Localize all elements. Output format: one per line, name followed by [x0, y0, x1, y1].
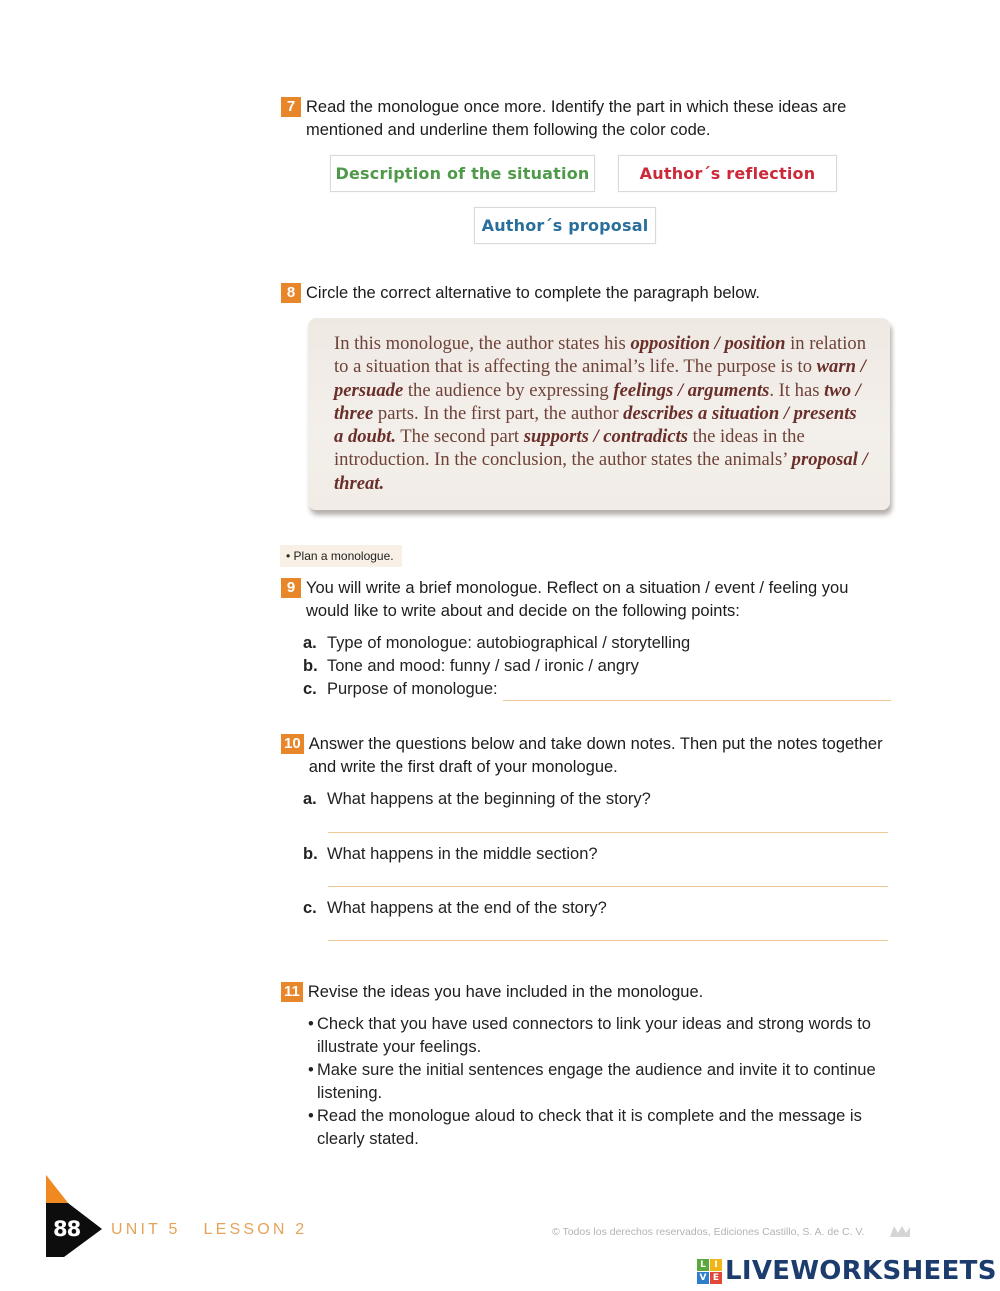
logo-tile: E — [710, 1272, 722, 1284]
question-b — [303, 843, 913, 866]
activity-11-instruction: Revise the ideas you have included in the monologue. — [307, 983, 704, 1001]
option-opposition-position[interactable]: opposition / position — [630, 333, 786, 354]
activity-7-header — [281, 96, 891, 142]
answer-field-a[interactable] — [328, 817, 888, 833]
activity-8 — [281, 282, 891, 305]
liveworksheets-wordmark: LIVEWORKSHEETS — [725, 1256, 997, 1286]
checklist-text: Read the monologue aloud to check that it is complete and the message is clearly stated. — [317, 1107, 862, 1148]
activity-8-header — [281, 282, 891, 305]
color-code-reflection: Author´s reflection — [618, 155, 837, 192]
list-letter: c. — [303, 680, 317, 698]
option-supports-contradicts[interactable]: supports / contradicts — [523, 426, 688, 448]
purpose-answer-field[interactable] — [503, 684, 891, 701]
bullet-icon: • — [308, 1015, 314, 1033]
page-corner-arrow-icon — [46, 1175, 102, 1257]
activity-number-badge: 8 — [281, 283, 301, 303]
activity-number-badge: 9 — [281, 578, 301, 598]
bullet-icon: • — [308, 1107, 314, 1125]
activity-10 — [281, 733, 891, 779]
list-text: Purpose of monologue: — [327, 680, 498, 698]
activity-9-list — [303, 632, 891, 701]
logo-tile: I — [710, 1259, 722, 1271]
paragraph-text: in relation to a situation that is affecting the animal’s life. The purpose is to — [334, 333, 866, 378]
list-text: Tone and mood: funny / sad / ironic / angry — [327, 657, 639, 675]
checklist-item — [308, 1105, 891, 1151]
copyright-notice: © Todos los derechos reservados, Ediciones Castillo, S. A. de C. V. — [552, 1226, 865, 1238]
paragraph-card — [308, 318, 890, 510]
logo-tile: V — [697, 1272, 709, 1284]
paragraph-text: The second part — [396, 426, 524, 448]
paragraph-text: the ideas in the introduction. In the conclusion, the author states the animals’ — [334, 426, 805, 471]
activity-9-header — [281, 577, 891, 623]
checklist-item — [308, 1059, 891, 1105]
list-letter: a. — [303, 790, 317, 808]
checklist-text: Make sure the initial sentences engage the audience and invite it to continue listening. — [317, 1061, 876, 1102]
list-letter: c. — [303, 899, 317, 917]
activity-11 — [281, 981, 891, 1151]
option-describes-presents[interactable]: describes a situation / presents a doubt. — [334, 402, 857, 448]
checklist-text: Check that you have used connectors to link your ideas and strong words to illustrate your feelings. — [317, 1015, 871, 1056]
color-code-description: Description of the situation — [330, 155, 595, 192]
liveworksheets-watermark — [697, 1256, 997, 1286]
activity-10-instruction: Answer the questions below and take down notes. Then put the notes together and write the first draft of your monologue. — [308, 735, 883, 776]
activity-10-header — [281, 733, 891, 779]
question-c — [303, 897, 913, 920]
activity-7-instruction: Read the monologue once more. Identify the part in which these ideas are mentioned and underline them following the color code. — [306, 98, 847, 139]
plan-monologue-tag: • Plan a monologue. — [280, 545, 402, 567]
activity-9 — [281, 577, 891, 701]
activity-number-badge: 7 — [281, 97, 301, 117]
question-a — [303, 788, 913, 811]
logo-tile: L — [697, 1259, 709, 1271]
unit-lesson-label: UNIT 5 LESSON 2 — [111, 1221, 308, 1238]
answer-field-c[interactable] — [328, 925, 888, 941]
list-item — [303, 632, 891, 655]
activity-7 — [281, 96, 891, 142]
checklist-item — [308, 1013, 891, 1059]
answer-field-b[interactable] — [328, 871, 888, 887]
list-letter: b. — [303, 657, 318, 675]
list-letter: a. — [303, 634, 317, 652]
bullet-icon: • — [308, 1061, 314, 1079]
activity-9-instruction: You will write a brief monologue. Reflect on a situation / event / feeling you would like to write about and decide on the following points: — [306, 579, 849, 620]
liveworksheets-logo-icon — [697, 1259, 722, 1284]
activity-11-header — [281, 981, 891, 1004]
activity-number-badge: 11 — [281, 982, 303, 1002]
activity-number-badge: 10 — [281, 734, 304, 754]
paragraph-text: . It has — [769, 379, 825, 401]
question-text: What happens at the beginning of the story? — [327, 790, 651, 808]
paragraph-text: the audience by expressing — [403, 379, 614, 401]
option-proposal-threat[interactable]: proposal / threat. — [334, 449, 868, 494]
question-text: What happens in the middle section? — [327, 845, 598, 863]
option-two-three[interactable]: two / three — [334, 379, 861, 424]
list-item — [303, 655, 891, 678]
revision-checklist — [308, 1013, 891, 1151]
option-feelings-arguments[interactable]: feelings / arguments — [613, 379, 770, 401]
paragraph-text: parts. In the first part, the author — [373, 402, 624, 424]
question-text: What happens at the end of the story? — [327, 899, 607, 917]
color-code-proposal: Author´s proposal — [474, 207, 656, 244]
list-item — [303, 678, 891, 701]
paragraph-text: In this monologue, the author states his — [334, 333, 631, 354]
option-warn-persuade[interactable]: warn / persuade — [334, 356, 866, 401]
activity-8-instruction: Circle the correct alternative to complete the paragraph below. — [306, 284, 760, 302]
list-text: Type of monologue: autobiographical / storytelling — [327, 634, 691, 652]
publisher-logo-icon — [889, 1224, 911, 1238]
list-letter: b. — [303, 845, 318, 863]
page-number: 88 — [53, 1217, 81, 1241]
